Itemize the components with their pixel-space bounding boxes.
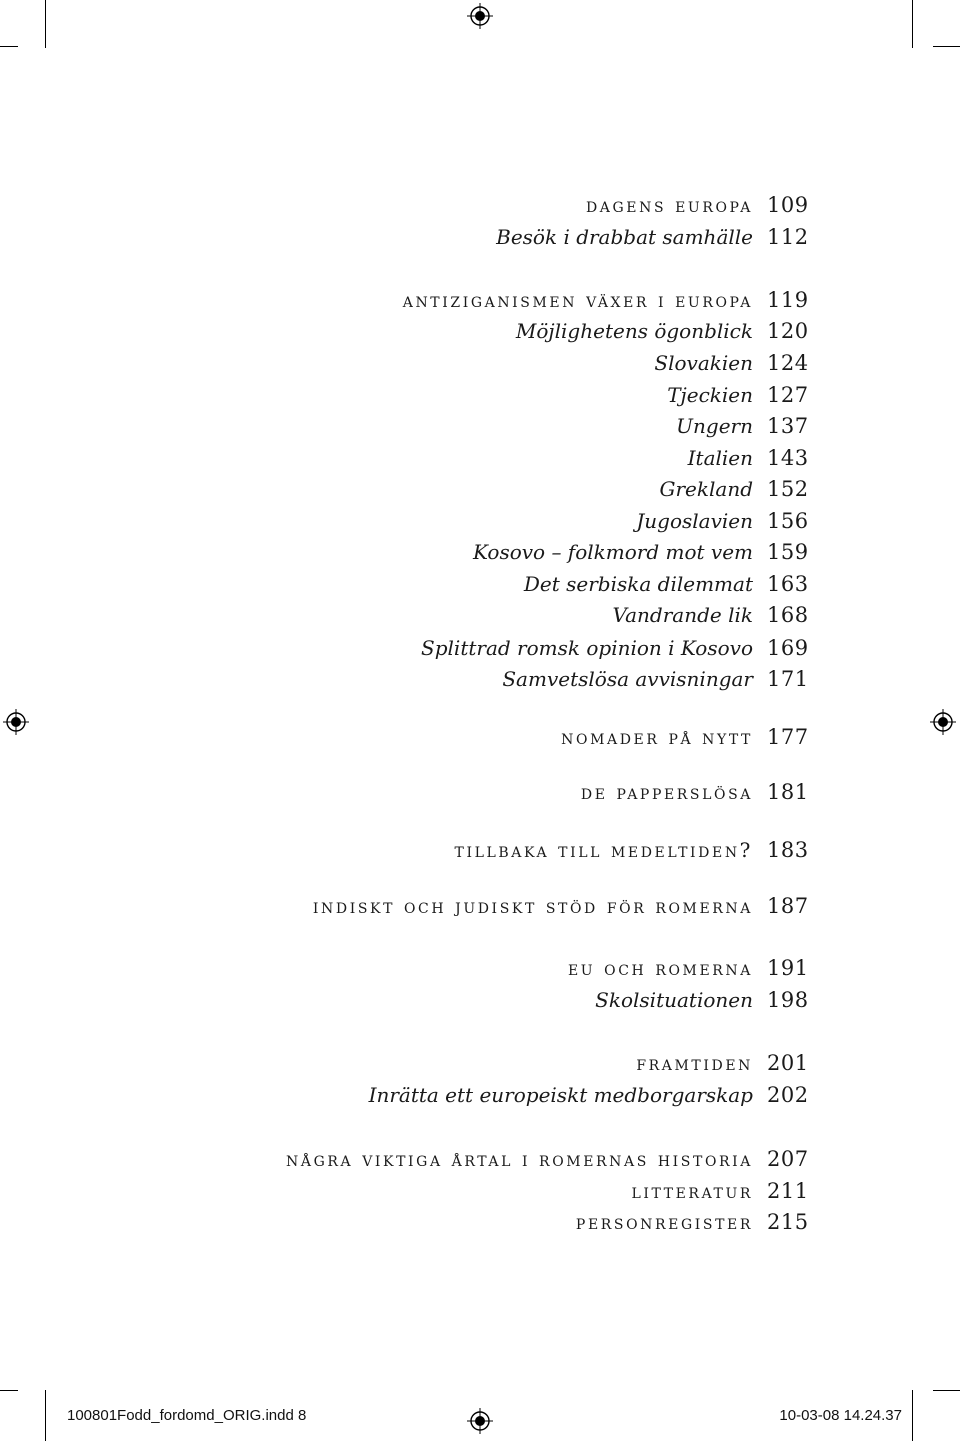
crop-mark-right-bottom [933, 1390, 960, 1391]
toc-section-title: litteratur [631, 1179, 753, 1203]
toc-entry [0, 1144, 960, 1174]
toc-page-number: 159 [767, 540, 809, 564]
toc-subsection-title: Kosovo – folkmord mot vem [473, 540, 753, 564]
toc-entry [0, 474, 960, 504]
toc-section-title: antiziganismen växer i europa [402, 288, 753, 312]
toc-page-number: 120 [767, 319, 809, 343]
toc-entry [0, 537, 960, 567]
toc-entry [0, 348, 960, 378]
toc-page-number: 109 [767, 193, 809, 217]
toc-page-number: 202 [767, 1083, 809, 1107]
toc-page-number: 181 [767, 780, 809, 804]
toc-page-number: 112 [767, 225, 809, 249]
toc-section-title: dagens europa [585, 193, 753, 217]
toc-page-number: 207 [767, 1147, 809, 1171]
toc-section-title: tillbaka till medeltiden? [454, 838, 753, 862]
toc-entry [0, 722, 960, 752]
toc-entry [0, 633, 960, 663]
toc-subsection-title: Det serbiska dilemmat [523, 572, 753, 596]
toc-subsection-title: Inrätta ett europeiskt medborgarskap [368, 1083, 753, 1107]
toc-subsection-title: Möjlighetens ögonblick [515, 319, 753, 343]
toc-section-title: nomader på nytt [561, 725, 753, 749]
toc-page-number: 171 [767, 667, 809, 691]
toc-subsection-title: Tjeckien [667, 383, 753, 407]
toc-entry [0, 1048, 960, 1078]
toc-entry [0, 222, 960, 252]
crop-mark-left-top [0, 46, 18, 47]
toc-subsection-title: Samvetslösa avvisningar [502, 667, 753, 691]
crop-mark-left-bottom [0, 1390, 18, 1391]
toc-entry [0, 569, 960, 599]
crop-mark-top-left [45, 0, 46, 48]
toc-entry [0, 1080, 960, 1110]
toc-entry [0, 777, 960, 807]
toc-section-title: indiskt och judiskt stöd för romerna [312, 894, 753, 918]
toc-entry [0, 600, 960, 630]
toc-entry [0, 285, 960, 315]
toc-section-title: några viktiga årtal i romernas historia [286, 1147, 753, 1171]
toc-page-number: 156 [767, 509, 809, 533]
toc-subsection-title: Jugoslavien [636, 509, 753, 533]
slug-filename: 100801Fodd_fordomd_ORIG.indd 8 [67, 1407, 307, 1424]
toc-page-number: 168 [767, 603, 809, 627]
slug-timestamp: 10-03-08 14.24.37 [779, 1407, 902, 1424]
registration-mark-icon [467, 1408, 493, 1434]
toc-subsection-title: Slovakien [654, 351, 753, 375]
crop-mark-right-top [933, 46, 960, 47]
toc-subsection-title: Skolsituationen [595, 988, 753, 1012]
toc-entry [0, 1176, 960, 1206]
toc-page-number: 215 [767, 1210, 809, 1234]
toc-entry [0, 380, 960, 410]
toc-section-title: personregister [575, 1210, 753, 1234]
toc-entry [0, 316, 960, 346]
toc-section-title: framtiden [636, 1051, 753, 1075]
toc-page-number: 201 [767, 1051, 809, 1075]
toc-page-number: 152 [767, 477, 809, 501]
toc-entry [0, 506, 960, 536]
toc-section-title: de papperslösa [580, 780, 753, 804]
registration-mark-icon [467, 3, 493, 29]
toc-page-number: 124 [767, 351, 809, 375]
toc-subsection-title: Grekland [659, 477, 753, 501]
toc-page-number: 177 [767, 725, 809, 749]
toc-subsection-title: Ungern [676, 414, 753, 438]
toc-subsection-title: Splittrad romsk opinion i Kosovo [421, 636, 753, 660]
toc-page-number: 137 [767, 414, 809, 438]
toc-subsection-title: Besök i drabbat samhälle [496, 225, 753, 249]
toc-entry [0, 891, 960, 921]
toc-entry [0, 664, 960, 694]
crop-mark-top-right [912, 0, 913, 48]
toc-page-number: 198 [767, 988, 809, 1012]
toc-subsection-title: Italien [687, 446, 753, 470]
toc-section-title: eu och romerna [567, 956, 753, 980]
toc-entry [0, 443, 960, 473]
toc-page-number: 169 [767, 636, 809, 660]
toc-entry [0, 1207, 960, 1237]
toc-page-number: 183 [767, 838, 809, 862]
toc-subsection-title: Vandrande lik [612, 603, 753, 627]
toc-entry [0, 953, 960, 983]
toc-entry [0, 835, 960, 865]
toc-page-number: 163 [767, 572, 809, 596]
toc-page-number: 127 [767, 383, 809, 407]
toc-entry [0, 985, 960, 1015]
toc-page-number: 187 [767, 894, 809, 918]
crop-mark-bottom-right [912, 1390, 913, 1441]
toc-entry [0, 411, 960, 441]
toc-entry [0, 190, 960, 220]
toc-page-number: 119 [767, 288, 809, 312]
toc-page-number: 211 [767, 1179, 809, 1203]
toc-page-number: 191 [767, 956, 809, 980]
crop-mark-bottom-left [45, 1390, 46, 1441]
toc-page-number: 143 [767, 446, 809, 470]
